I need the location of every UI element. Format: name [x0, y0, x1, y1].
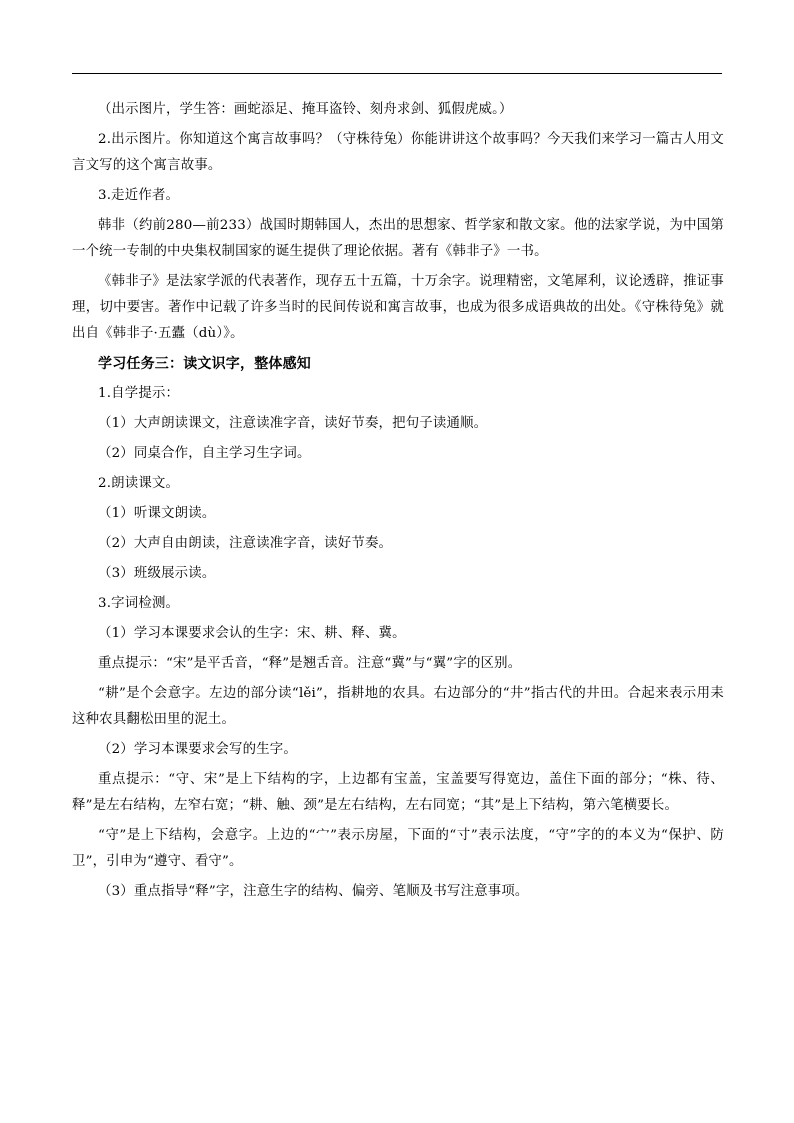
paragraph: （2）同桌合作，自主学习生字词。: [98, 446, 311, 461]
paragraph: （2）大声自由朗读，注意读准字音，读好节奏。: [98, 536, 393, 551]
paragraph: 《韩非子》是法家学派的代表著作，现存五十五篇，十万余字。说理精密，文笔犀利，议论透辟，推证事理，切中要害。著作中记载了许多当时的民间传说和寓言故事，也成为很多成语典故的出处。《守株待兔》就出自《韩非子·五蠹（dù）》。: [72, 274, 724, 341]
paragraph: 3.走近作者。: [98, 188, 180, 203]
paragraph: 重点提示：“宋”是平舌音，“释”是翘舌音。注意“冀”与“翼”字的区别。: [98, 656, 522, 671]
paragraph: （1）听课文朗读。: [98, 506, 216, 521]
header-rule: [72, 73, 722, 74]
paragraph: （1）学习本课要求会认的生字：宋、耕、释、冀。: [98, 626, 406, 641]
paragraph: （3）重点指导“释”字，注意生字的结构、偏旁、笔顺及书写注意事项。: [98, 884, 529, 899]
paragraph: （出示图片，学生答：画蛇添足、掩耳盗铃、刻舟求剑、狐假虎威。）: [98, 102, 513, 117]
paragraph: （2）学习本课要求会写的生字。: [98, 742, 297, 757]
paragraph: （1）大声朗读课文，注意读准字音，读好节奏，把句子读通顺。: [98, 416, 488, 431]
paragraph: 2.朗读课文。: [98, 476, 180, 491]
document-body: [72, 97, 724, 909]
paragraph: 3.字词检测。: [98, 596, 180, 611]
paragraph: 1.自学提示：: [98, 386, 180, 401]
paragraph: 2.出示图片。你知道这个寓言故事吗？（守株待兔）你能讲讲这个故事吗？今天我们来学习一篇古人用文言文写的这个寓言故事。: [72, 132, 724, 173]
paragraph: “耕”是个会意字。左边的部分读“lěi”，指耕地的农具。右边部分的“井”指古代的井田。合起来表示用耒这种农具翻松田里的泥土。: [72, 686, 724, 727]
paragraph: （3）班级展示读。: [98, 566, 216, 581]
paragraph: “守”是上下结构，会意字。上边的“宀”表示房屋，下面的“寸”表示法度，“守”字的的本义为“保护、防卫”，引申为“遵守、看守”。: [72, 828, 724, 869]
paragraph: 重点提示：“守、宋”是上下结构的字，上边都有宝盖，宝盖要写得宽边，盖住下面的部分；“株、待、释”是左右结构，左窄右宽；“耕、触、颈”是左右结构，左右同宽；“其”是上下结构，第六笔横要长。: [72, 772, 724, 813]
section-heading: 学习任务三：读文识字，整体感知: [98, 356, 311, 372]
paragraph: 韩非（约前280—前233）战国时期韩国人，杰出的思想家、哲学家和散文家。他的法家学说，为中国第一个统一专制的中央集权制国家的诞生提供了理论依据。著有《韩非子》一书。: [72, 218, 724, 259]
